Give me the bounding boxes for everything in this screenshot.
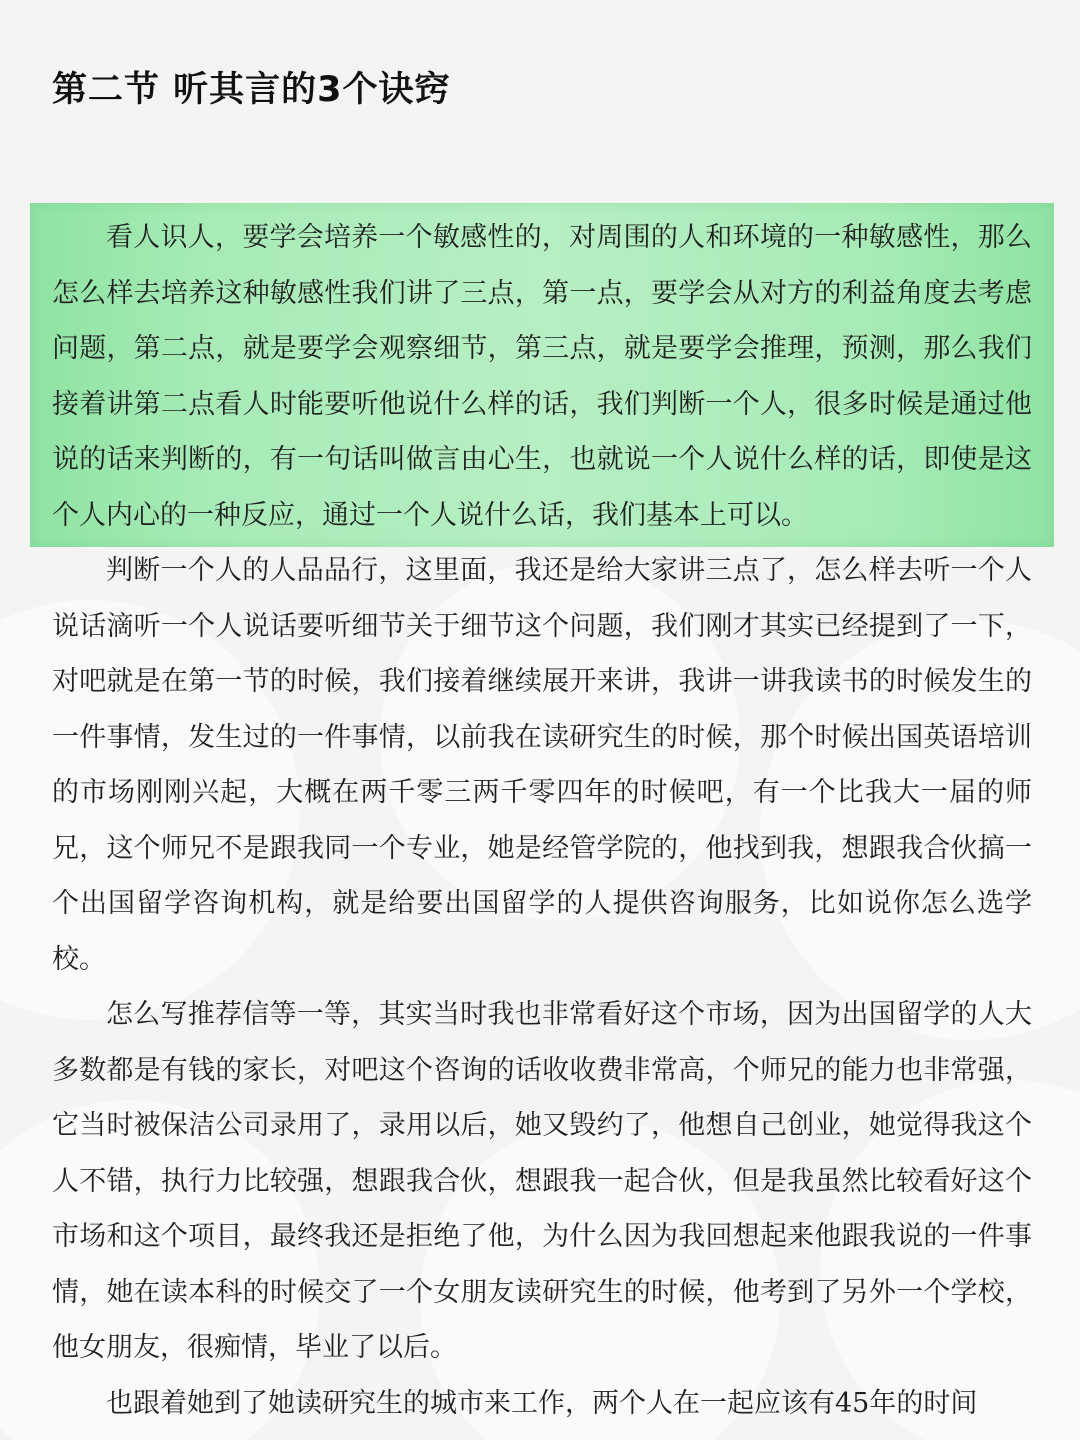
- paragraph-3: 怎么写推荐信等一等，其实当时我也非常看好这个市场，因为出国留学的人大多数都是有钱的家长，对吧这个咨询的话收收费非常高，个师兄的能力也非常强，它当时被保洁公司录用了，录用以后，她又毁约了，他想自己创业，她觉得我这个人不错，执行力比较强，想跟我合伙，想跟我一起合伙，但是我虽然比较看好这个市场和这个项目，最终我还是拒绝了他，为什么因为我回想起来他跟我说的一件事情，她在读本科的时候交了一个女朋友读研究生的时候，他考到了另外一个学校，他女朋友，很痴情，毕业了以后。: [52, 999, 1032, 1363]
- page-title: 第二节 听其言的3个诀窍: [52, 70, 451, 110]
- paragraph-2: 判断一个人的人品品行，这里面，我还是给大家讲三点了，怎么样去听一个人说话滴听一个人说话要听细节关于细节这个问题，我们刚才其实已经提到了一下，对吧就是在第一节的时候，我们接着继续展开来讲，我讲一讲我读书的时候发生的一件事情，发生过的一件事情，以前我在读研究生的时候，那个时候出国英语培训的市场刚刚兴起，大概在两千零三两千零四年的时候吧，有一个比我大一届的师兄，这个师兄不是跟我同一个专业，她是经管学院的，他找到我，想跟我合伙搞一个出国留学咨询机构，就是给要出国留学的人提供咨询服务，比如说你怎么选学校。: [52, 555, 1032, 975]
- paragraph-1: 看人识人，要学会培养一个敏感性的，对周围的人和环境的一种敏感性，那么怎么样去培养这种敏感性我们讲了三点，第一点，要学会从对方的利益角度去考虑问题，第二点，就是要学会观察细节，第三点，就是要学会推理，预测，那么我们接着讲第二点看人时能要听他说什么样的话，我们判断一个人，很多时候是通过他说的话来判断的，有一句话叫做言由心生，也就说一个人说什么样的话，即使是这个人内心的一种反应，通过一个人说什么话，我们基本上可以。: [52, 222, 1032, 531]
- paragraph-4: 也跟着她到了她读研究生的城市来工作，两个人在一起应该有45年的时间: [106, 1387, 978, 1419]
- article-body: [52, 210, 1032, 1431]
